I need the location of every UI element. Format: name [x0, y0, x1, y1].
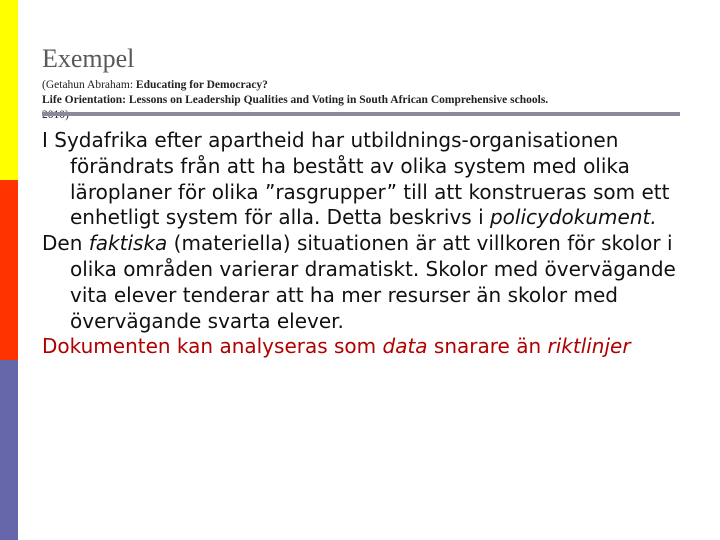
- title-divider: [42, 112, 680, 116]
- citation-author: Getahun Abraham:: [45, 79, 136, 91]
- paragraph-1-emphasis: policydokument.: [489, 205, 657, 230]
- red-stripe: [0, 180, 18, 360]
- paragraph-1: [42, 128, 682, 231]
- paragraph-3-emphasis-guidelines: riktlinjer: [547, 334, 631, 359]
- yellow-stripe: [0, 0, 18, 180]
- paragraph-3-text-start: Dokumenten kan analyseras som: [42, 334, 383, 359]
- slide-title: Exempel: [42, 44, 135, 73]
- decorative-sidebar: [0, 0, 18, 540]
- paragraph-3: [42, 334, 682, 360]
- citation-open-paren: (: [42, 79, 46, 91]
- slide-body: [42, 128, 682, 360]
- paragraph-2-text-end: (materiella) situationen är att villkoren för skolor i olika områden varierar dramatiskt. Skolor med övervägande vita elever tenderar att ha mer resurser än skolor med övervägande svarta elever.: [70, 231, 676, 333]
- paragraph-3-text-middle: snarare än: [427, 334, 548, 359]
- paragraph-3-emphasis-data: data: [382, 334, 428, 359]
- paragraph-1-text: I Sydafrika efter apartheid har utbildnings-organisationen förändrats från att ha bestått av olika system med olika läroplaner för olika ”rasgrupper” till att konstrueras som ett enhetligt system för alla. Detta beskrivs i: [42, 128, 670, 230]
- citation-book-title: Educating for Democracy?: [135, 79, 268, 91]
- citation-subtitle: Life Orientation: Lessons on Leadership Qualities and Voting in South African Comprehensive schools.: [42, 94, 549, 106]
- purple-stripe: [0, 360, 18, 540]
- citation: [42, 78, 682, 123]
- citation-line-1: [42, 78, 682, 93]
- paragraph-2: [42, 231, 682, 334]
- paragraph-2-text-start: Den: [42, 231, 89, 256]
- paragraph-2-emphasis: faktiska: [88, 231, 168, 256]
